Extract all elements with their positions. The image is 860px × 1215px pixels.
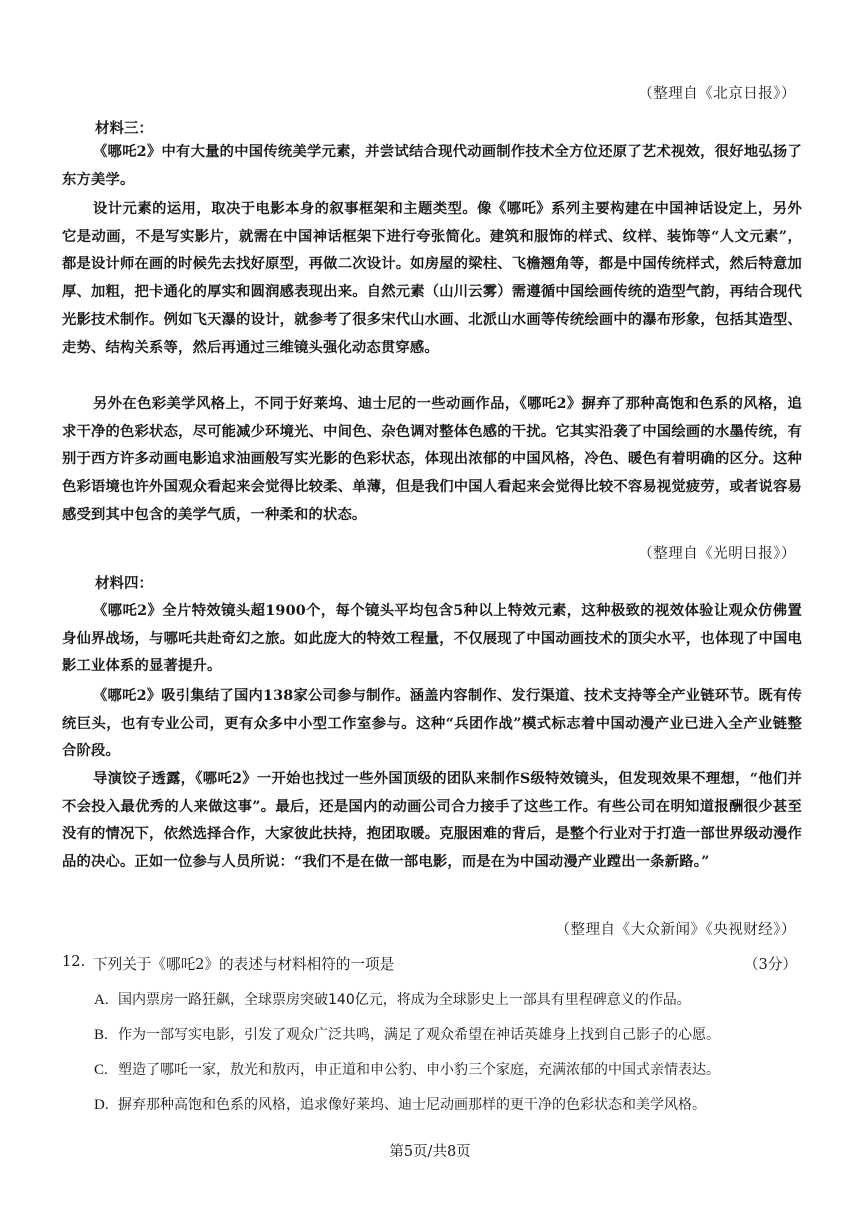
option-c[interactable] — [94, 1059, 720, 1079]
material-three-paragraph-1: 《哪吒2》中有大量的中国传统美学元素，并尝试结合现代动画制作技术全方位还原了艺术视效，很好地弘扬了东方美学。 — [62, 144, 802, 188]
option-text: 国内票房一路狂飙，全球票房突破140亿元，将成为全球影史上一部具有里程碑意义的作品。 — [118, 992, 691, 1008]
option-text: 摒弃那种高饱和色系的风格，追求像好莱坞、迪士尼动画那样的更干净的色彩状态和美学风格。 — [118, 1097, 706, 1113]
option-label: A. — [94, 992, 109, 1008]
page-number-footer: 第5页/共8页 — [389, 1144, 471, 1160]
option-a[interactable] — [94, 989, 691, 1009]
question-text: 下列关于《哪吒2》的表述与材料相符的一项是 — [93, 956, 395, 973]
option-text: 作为一部写实电影，引发了观众广泛共鸣，满足了观众希望在神话英雄身上找到自己影子的心愿。 — [118, 1027, 720, 1043]
source-citation-beijing: （整理自《北京日报》） — [638, 86, 796, 102]
material-four-paragraph-2: 《哪吒2》吸引集结了国内138家公司参与制作。涵盖内容制作、发行渠道、技术支持等全产业链环节。既有传统巨头，也有专业公司，更有众多中小型工作室参与。这种“兵团作战”模式标志着中国动漫产业已进入全产业链整合阶段。 — [62, 688, 802, 760]
source-citation-dazhong-yangshi: （整理自《大众新闻》《央视财经》） — [555, 922, 796, 938]
option-b[interactable] — [94, 1024, 720, 1044]
option-label: C. — [94, 1062, 108, 1078]
option-d[interactable] — [94, 1094, 706, 1114]
material-three-paragraph-3: 另外在色彩美学风格上，不同于好莱坞、迪士尼的一些动画作品，《哪吒2》摒弃了那种高饱和色系的风格，追求干净的色彩状态，尽可能减少环境光、中间色、杂色调对整体色感的干扰。它其实沿袭了中国绘画的水墨传统，有别于西方许多动画电影追求油画般写实光影的色彩状态，体现出浓郁的中国风格，冷色、暖色有着明确的区分。这种色彩语境也许外国观众看起来会觉得比较柔、单薄，但是我们中国人看起来会觉得比较不容易视觉疲劳，或者说容易感受到其中包含的美学气质，一种柔和的状态。 — [62, 396, 802, 523]
question-score: （3分） — [743, 956, 797, 973]
option-text: 塑造了哪吒一家，敖光和敖丙，申正道和申公豹、申小豹三个家庭，充满浓郁的中国式亲情表达。 — [118, 1062, 720, 1078]
material-four-paragraph-1: 《哪吒2》全片特效镜头超1900个，每个镜头平均包含5种以上特效元素，这种极致的视效体验让观众仿佛置身仙界战场，与哪吒共赴奇幻之旅。如此庞大的特效工程量，不仅展现了中国动画技术的顶尖水平，也体现了中国电影工业体系的显著提升。 — [62, 603, 802, 675]
material-four-heading: 材料四： — [95, 575, 153, 592]
option-label: B. — [94, 1027, 108, 1043]
material-three-heading: 材料三： — [95, 120, 153, 137]
material-four-paragraph-3: 导演饺子透露，《哪吒2》一开始也找过一些外国顶级的团队来制作S级特效镜头，但发现效果不理想，“他们并不会投入最优秀的人来做这事”。最后，还是国内的动画公司合力接手了这些工作。有些公司在明知道报酬很少甚至没有的情况下，依然选择合作，大家彼此扶持，抱团取暖。克服困难的背后，是整个行业对于打造一部世界级动漫作品的决心。正如一位参与人员所说：“我们不是在做一部电影，而是在为中国动漫产业蹚出一条新路。” — [62, 771, 802, 871]
question-number: 12. — [62, 953, 86, 970]
option-label: D. — [94, 1097, 109, 1113]
material-three-paragraph-2: 设计元素的运用，取决于电影本身的叙事框架和主题类型。像《哪吒》系列主要构建在中国神话设定上，另外它是动画，不是写实影片，就需在中国神话框架下进行夸张简化。建筑和服饰的样式、纹样、装饰等“人文元素”，都是设计师在画的时候先去找好原型，再做二次设计。如房屋的梁柱、飞檐翘角等，都是中国传统样式，然后特意加厚、加粗，把卡通化的厚实和圆润感表现出来。自然元素（山川云雾）需遵循中国绘画传统的造型气韵，再结合现代光影技术制作。例如飞天瀑的设计，就参考了很多宋代山水画、北派山水画等传统绘画中的瀑布形象，包括其造型、走势、结构关系等，然后再通过三维镜头强化动态贯穿感。 — [62, 201, 802, 356]
source-citation-guangming: （整理自《光明日报》） — [638, 546, 796, 562]
